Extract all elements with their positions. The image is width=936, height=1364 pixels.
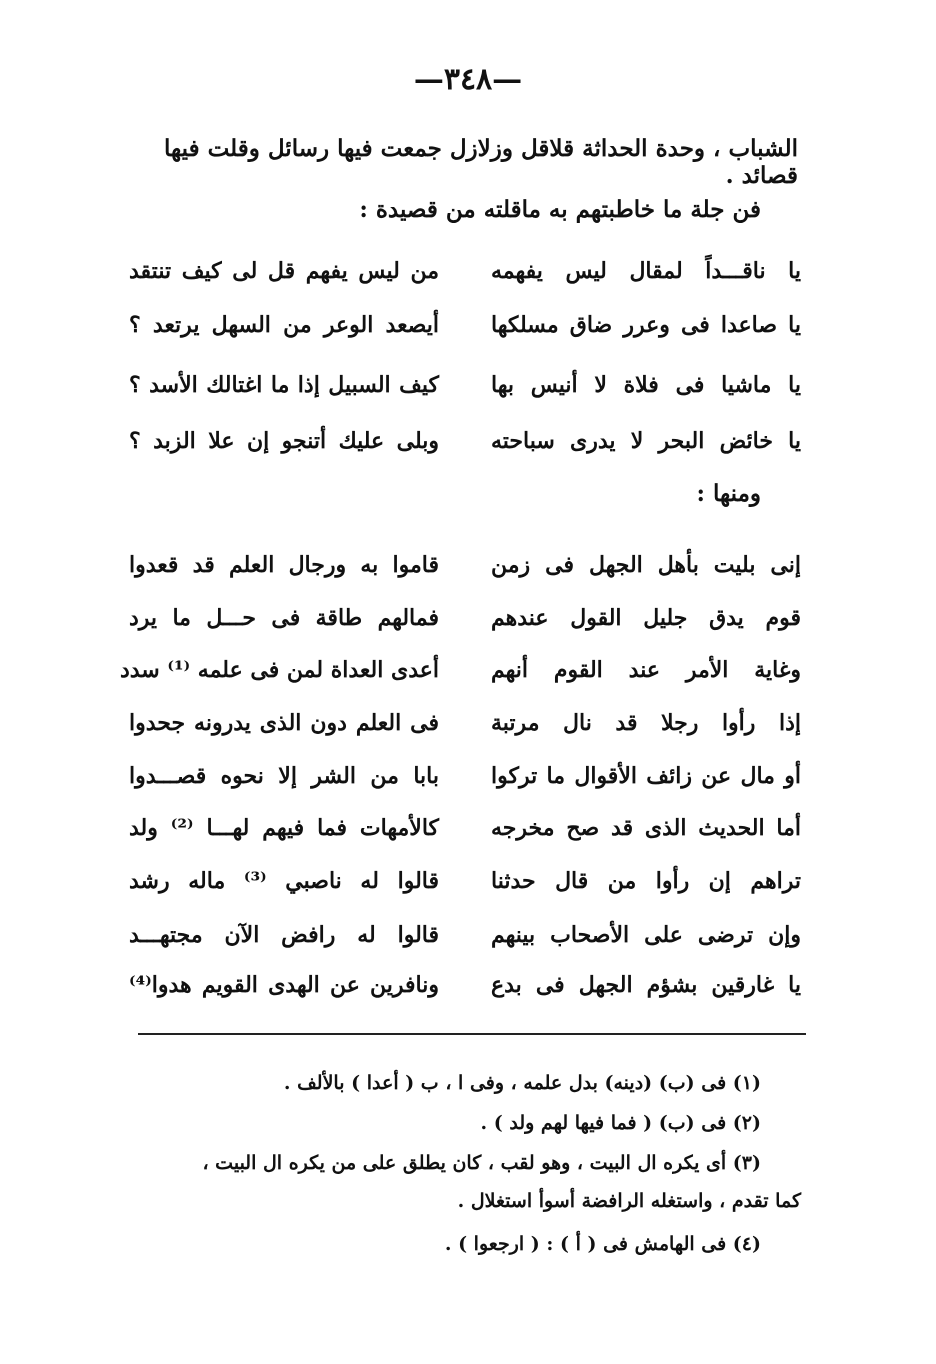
verse-line — [129, 868, 801, 908]
verse-line — [129, 605, 801, 645]
verse-line — [129, 710, 801, 750]
verse-line — [129, 922, 801, 962]
verse-second-hemistich: كالأمهات فما فيهم لهـــا ⁽²⁾ ولد — [129, 815, 439, 841]
verse-first-hemistich: وغاية الأمر عند القوم أنهم — [491, 657, 801, 683]
page-number: —٣٤٨— — [413, 62, 523, 97]
verse-line — [129, 972, 801, 1012]
verse-first-hemistich: يا صاعدا فى وعرر ضاق مسلكها — [491, 312, 801, 338]
footnote-2: (٢) فى (ب) ( فما فيها لهم ولد ) . — [480, 1112, 761, 1134]
verse-line — [119, 657, 801, 697]
verse-first-hemistich: يا ماشيا فى فلاة لا أنيس بها — [491, 372, 801, 398]
verse-first-hemistich: يا غارقين بشؤم الجهل فى بدع — [491, 972, 801, 998]
verse-second-hemistich: ونافرين عن الهدى القويم هدوا⁽⁴⁾ — [129, 972, 439, 998]
verse-line — [129, 552, 801, 592]
verse-line — [129, 428, 801, 468]
verse-second-hemistich: كيف السبيل إذا ما اغتالك الأسد ؟ — [129, 372, 439, 398]
prose-paragraph-2: فن جلة ما خاطبتهم به ماقلته من قصيدة : — [359, 196, 761, 223]
verse-line — [129, 763, 801, 803]
verse-first-hemistich: يا خائض البحر لا يدرى سباحته — [491, 428, 801, 454]
verse-second-hemistich: من ليس يفهم قل لى كيف تنتقد — [129, 258, 439, 284]
verse-second-hemistich: أيصعد الوعر من السهل يرتعد ؟ — [129, 312, 439, 338]
footnote-3: (٣) أى يكره ال البيت ، وهو لقب ، كان يطلق على من يكره ال البيت ، — [202, 1152, 761, 1174]
verse-second-hemistich: فمالهم طاقة فى حـــل ما يرد — [129, 605, 439, 631]
verse-first-hemistich: أو مال عن زائف الأقوال ما تركوا — [491, 763, 801, 789]
verse-second-hemistich: قالوا له رافض الآن مجتهـــد — [129, 922, 439, 948]
footnote-1: (١) فى (ب) (دينه) بدل علمه ، وفى ا ، ب ( أعدا ) بالألف . — [283, 1072, 761, 1094]
verse-line — [129, 815, 801, 855]
footnote-divider — [138, 1033, 806, 1035]
verse-second-hemistich: بابا من الشر إلا نحوه قصـــدوا — [129, 763, 439, 789]
prose-paragraph-1: الشباب ، وحدة الحداثة قلاقل وزلازل جمعت فيها رسائل وقلت فيها قصائد . — [164, 135, 798, 189]
verse-first-hemistich: أما الحديث الذى قد صح مخرجه — [491, 815, 801, 841]
verse-first-hemistich: إذا رأوا رجلا قد نال مرتبة — [491, 710, 801, 736]
footnote-4: (٤) فى الهامش فى ( أ ) : ( ارجعوا ) . — [444, 1233, 761, 1255]
footnote-3-continued: كما تقدم ، واستغله الرافضة أسوأ استغلال . — [457, 1190, 801, 1212]
verse-second-hemistich: أعدى العداة لمن فى علمه ⁽¹⁾ سدد — [119, 657, 439, 683]
verse-second-hemistich: وبلى عليك أتنجو إن علا الزبد ؟ — [129, 428, 439, 454]
verse-line — [129, 312, 801, 352]
verse-first-hemistich: يا ناقـــداً لمقال ليس يفهمه — [491, 258, 801, 284]
verse-second-hemistich: قالوا له ناصبي ⁽³⁾ ماله رشد — [129, 868, 439, 894]
verse-line — [129, 372, 801, 412]
verse-first-hemistich: تراهم إن رأوا من قال حدثنا — [491, 868, 801, 894]
verse-first-hemistich: وإن ترضى على الأصحاب بينهم — [491, 922, 801, 948]
verse-first-hemistich: إنى بليت بأهل الجهل فى زمن — [491, 552, 801, 578]
verse-first-hemistich: قوم يدق جليل القول عندهم — [491, 605, 801, 631]
verse-second-hemistich: فى العلم دون الذى يدرونه جحدوا — [129, 710, 439, 736]
section-intro: ومنها : — [696, 480, 761, 507]
verse-second-hemistich: قاموا به ورجال العلم قد قعدوا — [129, 552, 439, 578]
verse-line — [129, 258, 801, 298]
